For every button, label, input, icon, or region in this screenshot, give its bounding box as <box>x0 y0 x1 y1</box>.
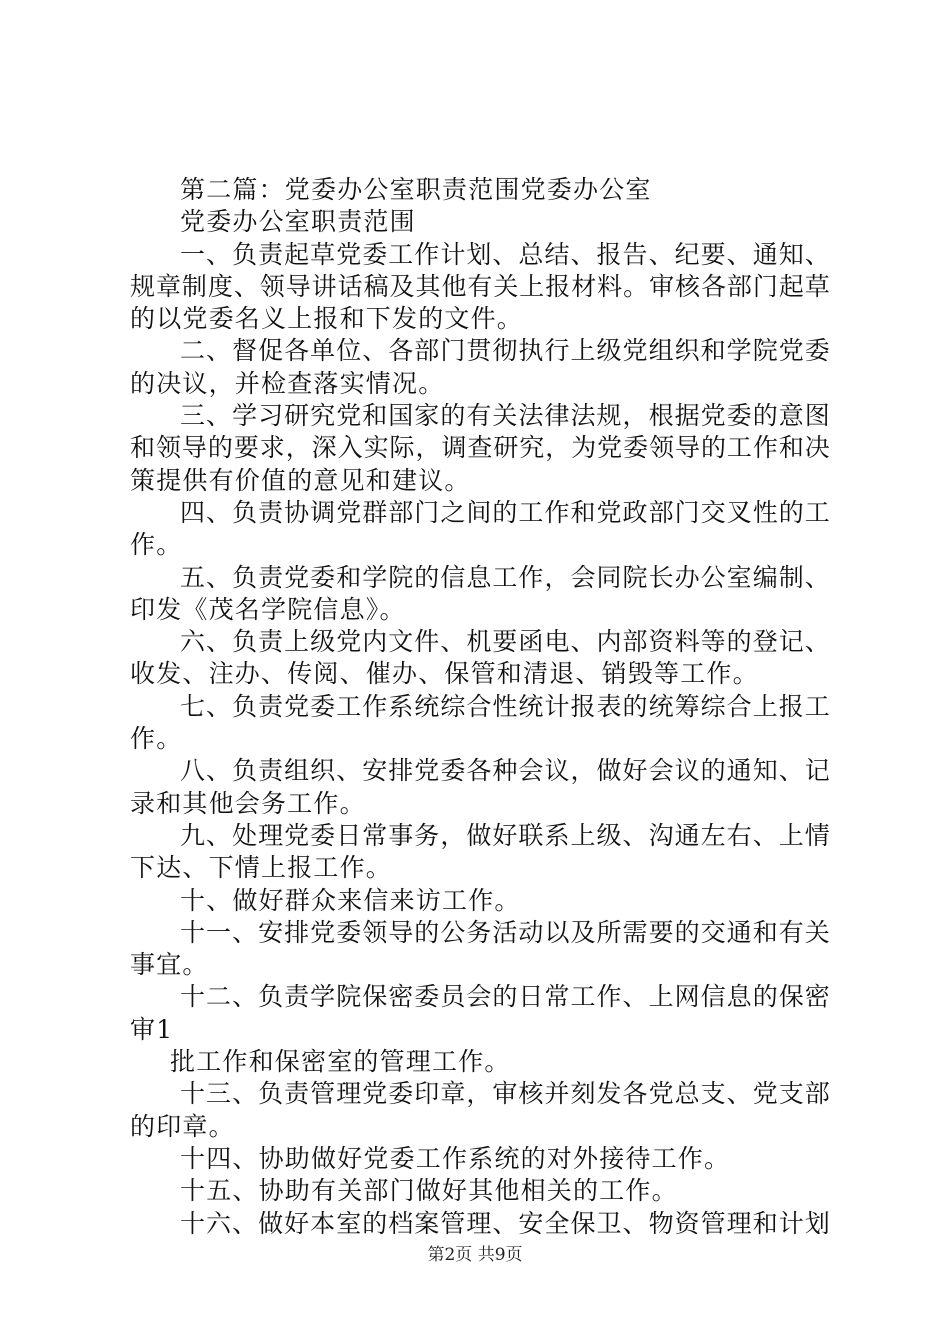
text-line: 的以党委名义上报和下发的文件。 <box>130 304 524 334</box>
text-line: 事宜。 <box>130 950 209 980</box>
text-line: 党委办公室职责范围 <box>180 207 416 237</box>
text-line: 作。 <box>130 530 183 560</box>
text-line: 印发《茂名学院信息》。 <box>130 594 406 624</box>
text-line: 十、做好群众来信来访工作。 <box>180 885 521 915</box>
text-line: 三 、 学 习 研 究 党 和 国 家 的 有 关 法 律 法 规 ， 根 据 党 委 的 意 图 <box>180 401 830 431</box>
text-line: 六 、 负 责 上 级 党 内 文 件 、 机 要 函 电 、 内 部 资 料 等 的 登 记 、 <box>180 627 830 657</box>
page-footer: 第2页 共9页 <box>427 1245 523 1265</box>
text-line: 五 、 负 责 党 委 和 学 院 的 信 息 工 作 ， 会 同 院 长 办 公 室 编 制 、 <box>180 562 830 592</box>
text-line: 批工作和保密室的管理工作。 <box>170 1047 511 1077</box>
text-line: 七 、 负 责 党 委 工 作 系 统 综 合 性 统 计 报 表 的 统 筹 综 合 上 报 工 <box>180 691 830 721</box>
text-line: 十 一 、 安 排 党 委 领 导 的 公 务 活 动 以 及 所 需 要 的 交 通 和 有 关 <box>180 917 830 947</box>
text-line: 规 章 制 度 、 领 导 讲 话 稿 及 其 他 有 关 上 报 材 料 。 审 核 各 部 门 起 草 <box>130 271 830 301</box>
text-line: 收发、注办、传阅、催办、保管和清退、销毁等工作。 <box>130 659 759 689</box>
document-body <box>130 174 830 1240</box>
text-line: 十 六 、 做 好 本 室 的 档 案 管 理 、 安 全 保 卫 、 物 资 管 理 和 计 划 <box>180 1208 830 1238</box>
text-line: 十 三 、 负 责 管 理 党 委 印 章 ， 审 核 并 刻 发 各 党 总 支 、 党 支 部 <box>180 1079 830 1109</box>
text-line: 下达、下情上报工作。 <box>130 853 393 883</box>
text-line: 第二篇：党委办公室职责范围党委办公室 <box>180 175 652 204</box>
text-line: 十五、协助有关部门做好其他相关的工作。 <box>180 1176 678 1206</box>
text-line: 的印章。 <box>130 1111 235 1141</box>
text-line: 十 二 、 负 责 学 院 保 密 委 员 会 的 日 常 工 作 、 上 网 信 息 的 保 密 <box>180 982 830 1012</box>
text-line: 的决议，并检查落实情况。 <box>130 368 445 398</box>
text-line: 八 、 负 责 组 织 、 安 排 党 委 各 种 会 议 ， 做 好 会 议 的 通 知 、 记 <box>180 756 830 786</box>
text-line: 二 、 督 促 各 单 位 、 各 部 门 贯 彻 执 行 上 级 党 组 织 和 学 院 党 委 <box>180 336 830 366</box>
text-line: 策提供有价值的意见和建议。 <box>130 465 471 495</box>
text-line: 录和其他会务工作。 <box>130 788 366 818</box>
text-line: 作。 <box>130 724 183 754</box>
text-line: 九 、 处 理 党 委 日 常 事 务 ， 做 好 联 系 上 级 、 沟 通 左 右 、 上 情 <box>180 820 830 850</box>
text-line: 和 领 导 的 要 求 ， 深 入 实 际 ， 调 查 研 究 ， 为 党 委 领 导 的 工 作 和 决 <box>130 433 830 463</box>
text-line: 十四、协助做好党委工作系统的对外接待工作。 <box>180 1143 731 1173</box>
text-line: 审1 <box>130 1014 174 1044</box>
text-line: 四 、 负 责 协 调 党 群 部 门 之 间 的 工 作 和 党 政 部 门 交 叉 性 的 工 <box>180 497 830 527</box>
text-line: 一 、 负 责 起 草 党 委 工 作 计 划 、 总 结 、 报 告 、 纪 要 、 通 知 、 <box>180 239 830 269</box>
